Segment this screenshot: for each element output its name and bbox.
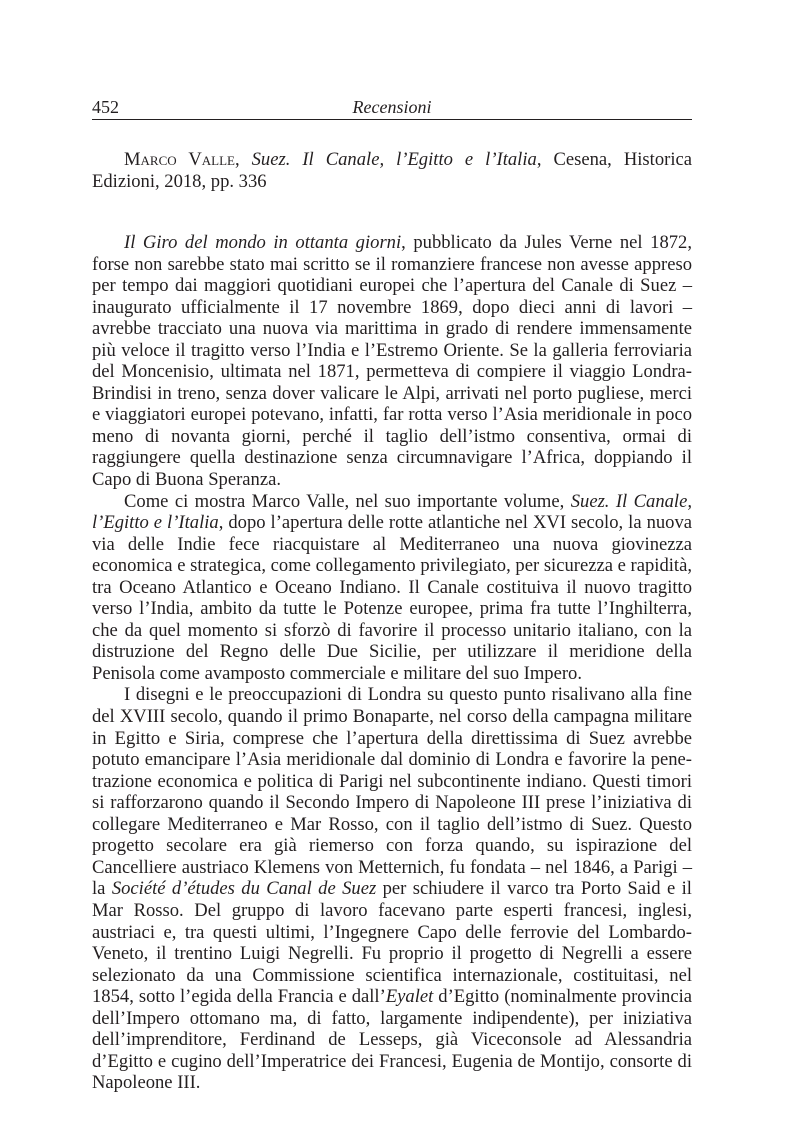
paragraph-3-italic-societe: Société d’études du Canal de Suez <box>111 878 377 900</box>
paragraph-2 <box>92 491 692 685</box>
paragraph-2-italic-title: Suez. Il Canale, l’Egitto e l’Italia <box>92 490 692 534</box>
book-citation <box>92 149 692 193</box>
page-number: 452 <box>92 97 119 117</box>
paragraph-3-text-b: per schiudere il varco tra Porto Said e il Mar Rosso. Del gruppo di lavoro facevano parte esperti francesi, inglesi, austriaci e, tra questi ultimi, l’Ingegnere Capo delle ferrovie del Lombardo-Veneto, il trentino Luigi Negrelli. Fu proprio il progetto di Negrelli a essere selezionato da una Commissione scientifica internazionale, costituitasi, nel 1854, sotto l’egida della Francia e dall’ <box>92 878 692 1008</box>
citation-title: Suez. Il Canale, l’Egitto e l’Italia <box>251 149 537 170</box>
review-body <box>92 232 692 1094</box>
paragraph-1-text: , pubblicato da Jules Verne nel 1872, forse non sarebbe stato mai scritto se il romanziere francese non avesse appreso per tempo dai maggiori quotidiani europei che l’apertura del Canale di Suez – inaugurato ufficialmente il 17 novembre 1869, dopo dieci anni di lavori – avrebbe tracciato una nuova via marittima in grado di rendere immensamente più veloce il tragitto verso l’India e l’Estremo Oriente. Se la galleria ferroviaria del Moncenisio, ultimata nel 1871, permetteva di compiere il viaggio Londra-Brindisi in treno, senza dover valicare le Alpi, arrivati nel porto pugliese, merci e viaggiatori europei potevano, infatti, far rotta verso l’Asia meridionale in poco meno di novanta giorni, perché il taglio dell’istmo consentiva, ormai di raggiungere quella destinazione senza circumnavigare l’Africa, doppiando il Capo di Buona Speranza. <box>92 232 692 491</box>
paragraph-1-italic-title: Il Giro del mondo in ottanta giorni <box>124 232 402 253</box>
paragraph-1 <box>92 232 692 491</box>
page-header <box>92 95 692 120</box>
paragraph-3 <box>92 684 692 1093</box>
paragraph-3-text-c: d’Egitto (nominalmente provincia dell’Impero ottomano ma, di fatto, largamente indipendente), per iniziativa dell’imprenditore, Ferdinand de Lesseps, già Viceconsole ad Alessandria d’Egitto e cugino dell’Imperatrice dei Francesi, Eugenia de Montijo, consorte di Napoleone III. <box>92 986 692 1094</box>
citation-details: , Cesena, Historica Edizioni, 2018, pp. 336 <box>92 149 692 192</box>
paragraph-3-italic-eyalet: Eyalet <box>385 986 434 1008</box>
paragraph-2-text-b: , dopo l’apertura delle rotte atlantiche nel XVI secolo, la nuova via delle Indie fece riacquistare al Mediterraneo una nuova giovinezza economica e strategica, come collegamento privilegiato, per sicurezza e rapidità, tra Oceano Atlantico e Oceano Indiano. Il Canale costituiva il nuovo tragitto verso l’India, ambito da tutte le Potenze europee, prima fra tutte l’Inghilterra, che da quel momento si sforzò di favorire il processo unitario italiano, con la distruzione del Regno delle Due Sicilie, per utilizzare il meridione della Penisola come avamposto commerciale e militare del suo Impero. <box>92 512 693 684</box>
paragraph-3-text-a: I disegni e le preoccupazioni di Londra su questo punto risalivano alla fine del XVIII secolo, quando il primo Bonaparte, nel corso della campagna militare in Egitto e Siria, comprese che l’apertura della direttissima di Suez avrebbe potuto emancipare l’Asia meridionale dal dominio di Londra e favorire la penetrazione economica e politica di Parigi nel subcontinente indiano. Questi timori si rafforzarono quando il Secondo Impero di Napoleone III prese l’iniziativa di collegare Mediterraneo e Mar Rosso, con il taglio dell’istmo di Suez. Questo progetto secolare era già riemerso con forza quando, su ispirazione del Cancelliere austriaco Klemens von Metternich, fu fondata – nel 1846, a Parigi – la <box>92 684 692 900</box>
citation-separator: , <box>234 149 252 170</box>
running-head: Recensioni <box>352 97 432 117</box>
citation-author: Marco Valle <box>124 149 235 170</box>
paragraph-2-text-a: Come ci mostra Marco Valle, nel suo importante volume, <box>124 490 571 512</box>
